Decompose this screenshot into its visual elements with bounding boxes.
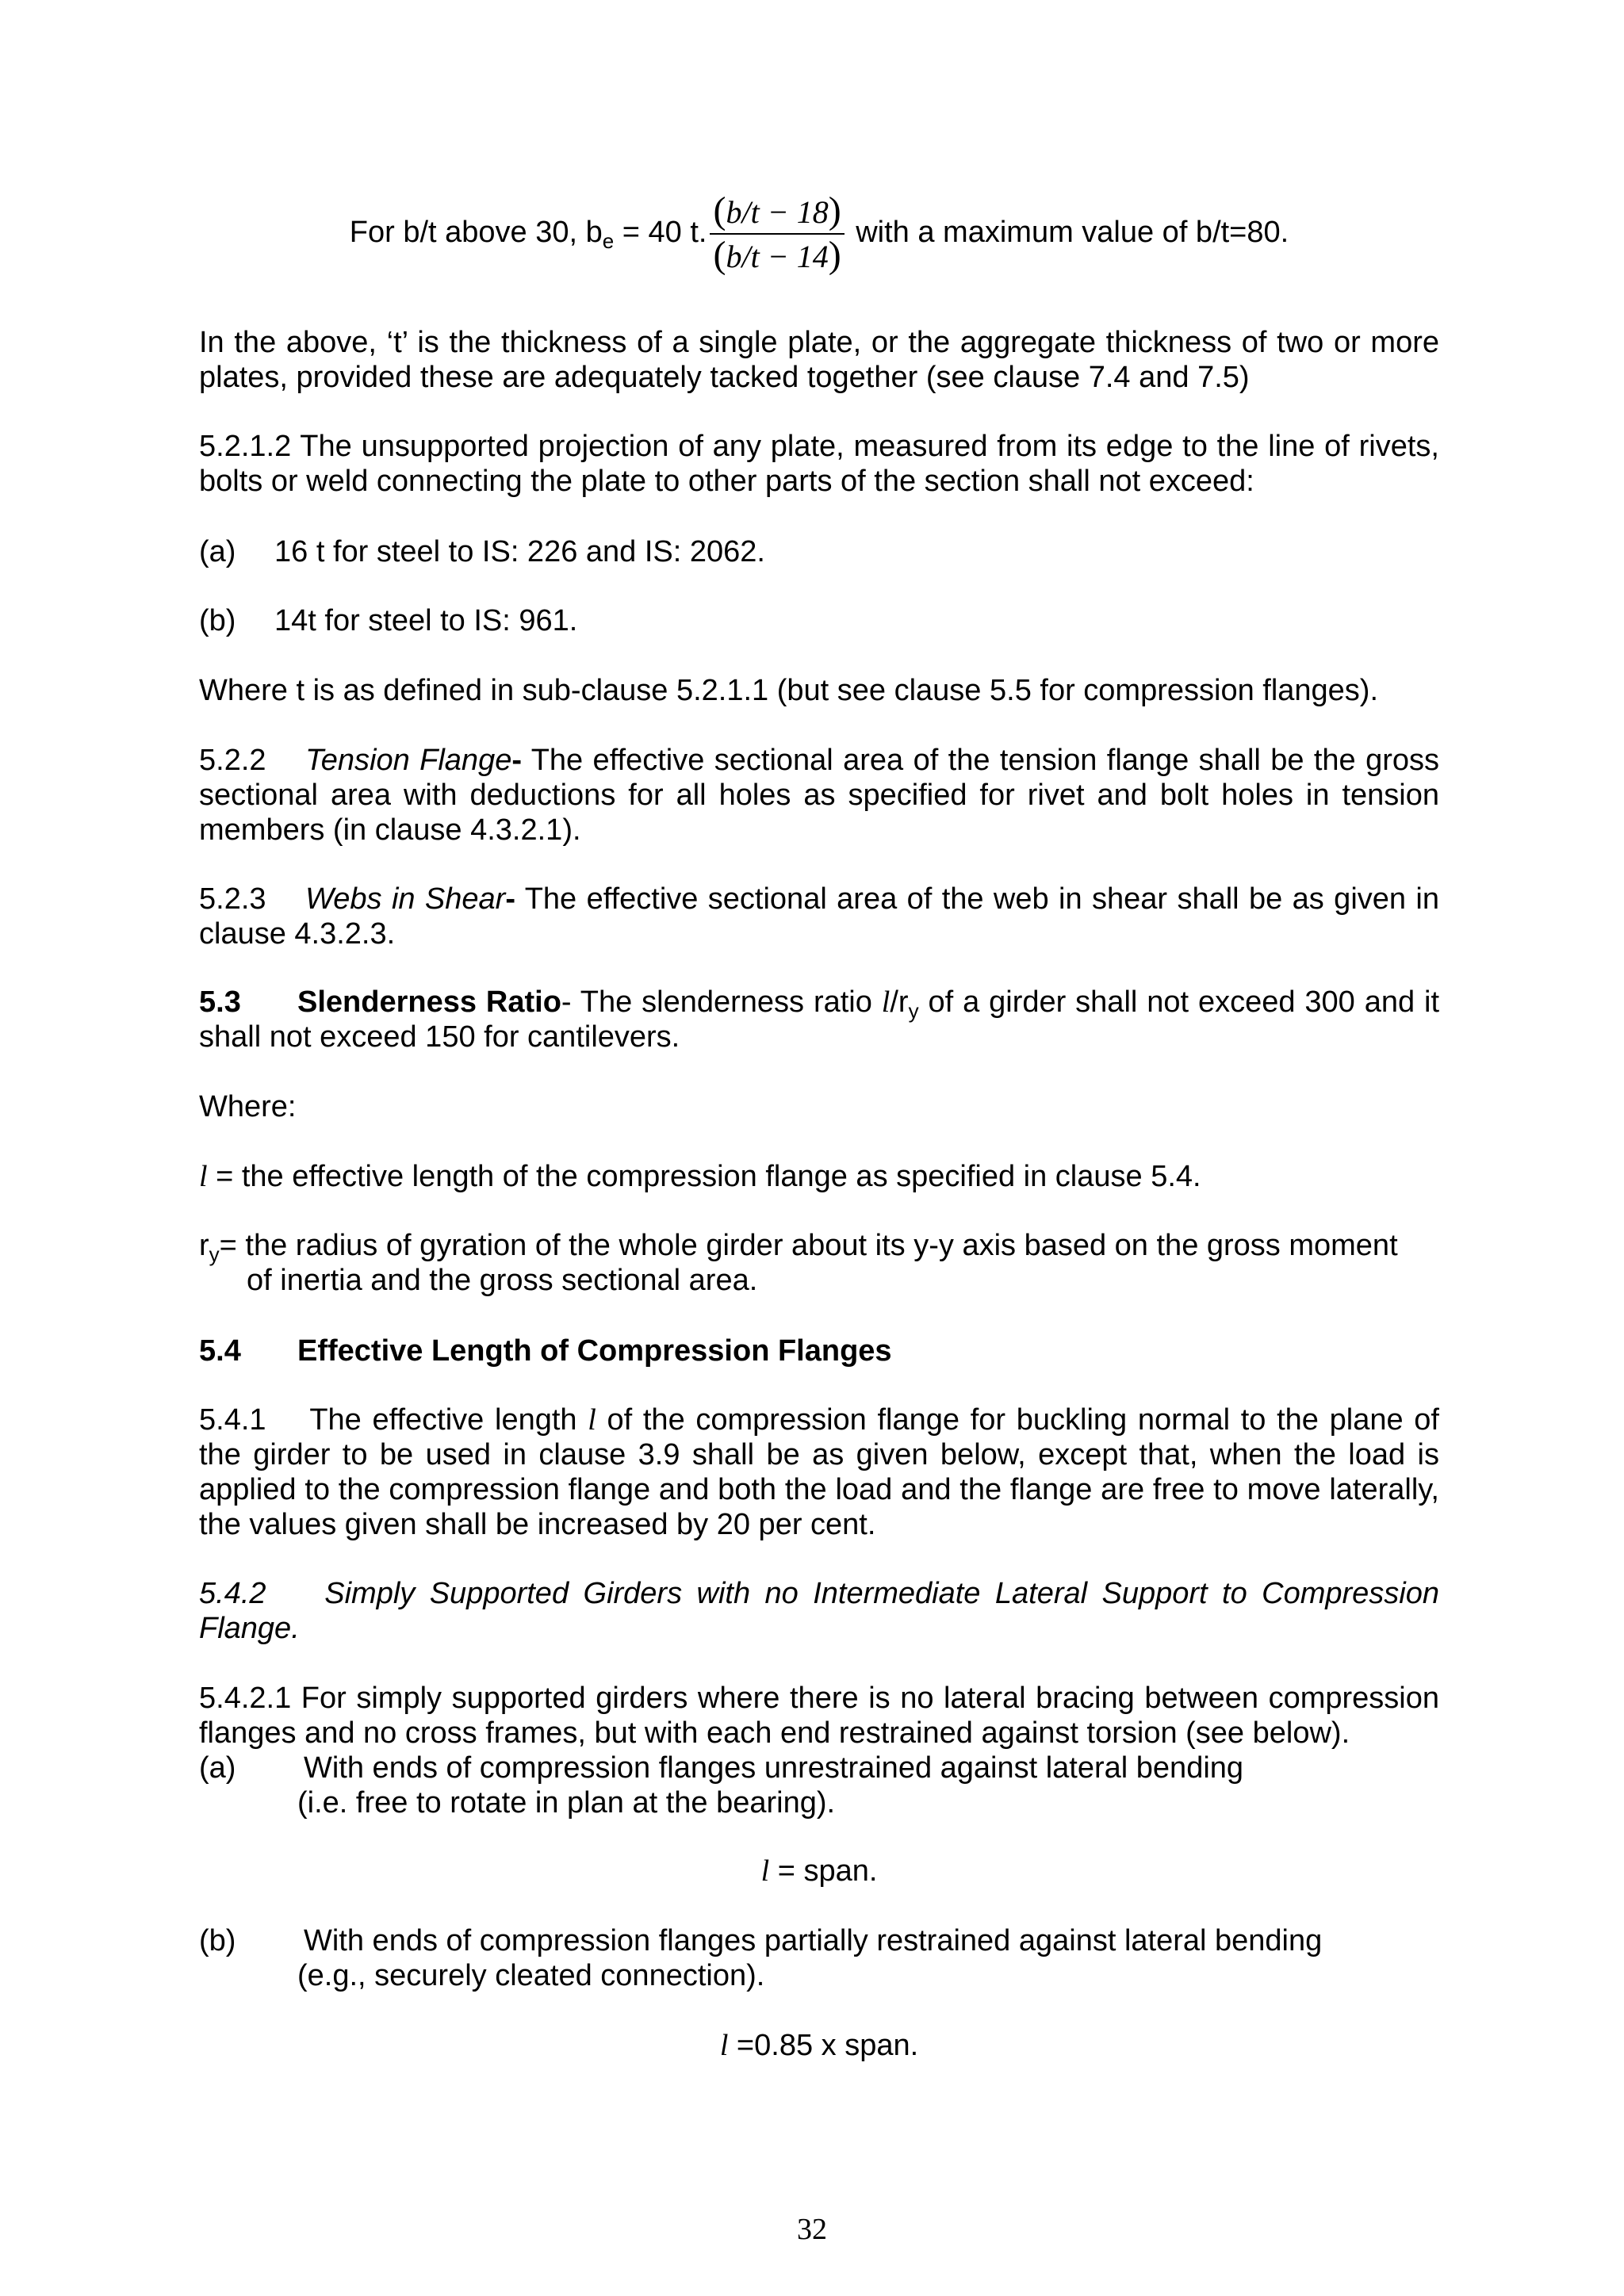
- list-text-b: 14t for steel to IS: 961.: [274, 604, 578, 637]
- clause-title-tension-flange: Tension Flange: [305, 744, 512, 777]
- equation-a: l = span.: [760, 1854, 878, 1888]
- formula-fraction: [710, 190, 844, 277]
- where-label: Where:: [199, 1090, 297, 1123]
- clause-title-webs-in-shear: Webs in Shear: [305, 882, 506, 916]
- case-a: (a) With ends of compression flanges unrestrained against lateral bending (i.e. free to rotate in plan at the bearing).: [199, 1751, 1244, 1820]
- list-item-a: [199, 534, 1439, 569]
- paragraph-5-4-1: 5.4.1 The effective length l of the compression flange for buckling normal to the plane of the girder to be used in clause 3.9 shall be as given below, except that, when the load is applied to the compression flange and both the load and the flange are free to move laterally, the values given shall be increased by 20 per cent.: [199, 1403, 1439, 1541]
- fraction-numerator: (b/t − 18): [710, 190, 844, 235]
- symbol-l: l: [199, 1160, 208, 1193]
- section-number-5-4: 5.4: [199, 1334, 241, 1368]
- list-item-b: [199, 603, 1439, 638]
- list-marker-b: (b): [199, 604, 236, 637]
- formula-subscript: e: [602, 229, 615, 254]
- paragraph-5-2-1-2: 5.2.1.2 The unsupported projection of any plate, measured from its edge to the line of rivets, bolts or weld connecting the plate to other parts of the section shall not exceed:: [199, 430, 1439, 498]
- paragraph-5-2-2: 5.2.2 Tension Flange- The effective sectional area of the tension flange shall be the gross sectional area with deductions for all holes as specified for rivet and bolt holes in tension members (in clause 4.3.2.1).: [199, 744, 1439, 847]
- paragraph-5-4-2: 5.4.2 Simply Supported Girders with no Intermediate Lateral Support to Compression Flange.: [199, 1577, 1439, 1645]
- paragraph-where-t: Where t is as defined in sub-clause 5.2.1.1 (but see clause 5.5 for compression flanges).: [199, 674, 1379, 707]
- formula-line: [199, 190, 1439, 277]
- paragraph-5-2-3: 5.2.3 Webs in Shear- The effective sectional area of the web in shear shall be as given in clause 4.3.2.3.: [199, 882, 1439, 951]
- symbol-r: r: [199, 1229, 209, 1262]
- definition-ry: $r_y=$ the radius of gyration of the whole girder about its y-y axis based on the gross moment of inertia and the gross sectional area.: [199, 1229, 1398, 1297]
- section-title-5-4: Effective Length of Compression Flanges: [297, 1334, 892, 1368]
- section-title-slenderness-ratio: Slenderness Ratio: [297, 985, 561, 1019]
- clause-text-5-2-3: The effective sectional area of the web in shear shall be as given in clause 4.3.2.3.: [199, 882, 1439, 951]
- equation-b: l =0.85 x span.: [719, 2029, 919, 2062]
- definition-l: l = the effective length of the compression flange as specified in clause 5.4.: [199, 1160, 1201, 1193]
- paragraph-5-3: 5.3 Slenderness Ratio- The slenderness ratio $l/r_y$ of a girder shall not exceed 300 and it shall not exceed 150 for cantilevers.: [199, 985, 1440, 1054]
- formula-suffix: with a maximum value of b/t=80.: [847, 216, 1289, 250]
- paragraph-thickness: In the above, ‘t’ is the thickness of a single plate, or the aggregate thickness of two or more plates, provided these are adequately tacked together (see clause 7.4 and 7.5): [199, 326, 1439, 394]
- case-b: (b) With ends of compression flanges partially restrained against lateral bending (e.g., securely cleated connection).: [199, 1924, 1323, 1992]
- clause-text-5-2-2: The effective sectional area of the tension flange shall be the gross sectional area with deductions for all holes as specified for rivet and bolt holes in tension members (in clause 4.3.2.1).: [199, 744, 1439, 847]
- list-marker-a: (a): [199, 535, 236, 568]
- page-number: 32: [797, 2213, 827, 2246]
- clause-number-5-2-2: 5.2.2: [199, 744, 266, 777]
- clause-number-5-2-3: 5.2.3: [199, 882, 266, 916]
- formula-mid: = 40 t.: [614, 216, 707, 250]
- case-marker-b: (b): [199, 1924, 236, 1957]
- fraction-denominator: (b/t − 14): [713, 234, 841, 276]
- section-number-5-3: 5.3: [199, 985, 241, 1019]
- heading-5-4: [199, 1334, 1439, 1368]
- formula-prefix: For b/t above 30, b: [349, 216, 603, 250]
- case-marker-a: (a): [199, 1751, 236, 1785]
- list-text-a: 16 t for steel to IS: 226 and IS: 2062.: [274, 535, 765, 568]
- paragraph-5-4-2-1: 5.4.2.1 For simply supported girders where there is no lateral bracing between compression flanges and no cross frames, but with each end restrained against torsion (see below).: [199, 1682, 1439, 1750]
